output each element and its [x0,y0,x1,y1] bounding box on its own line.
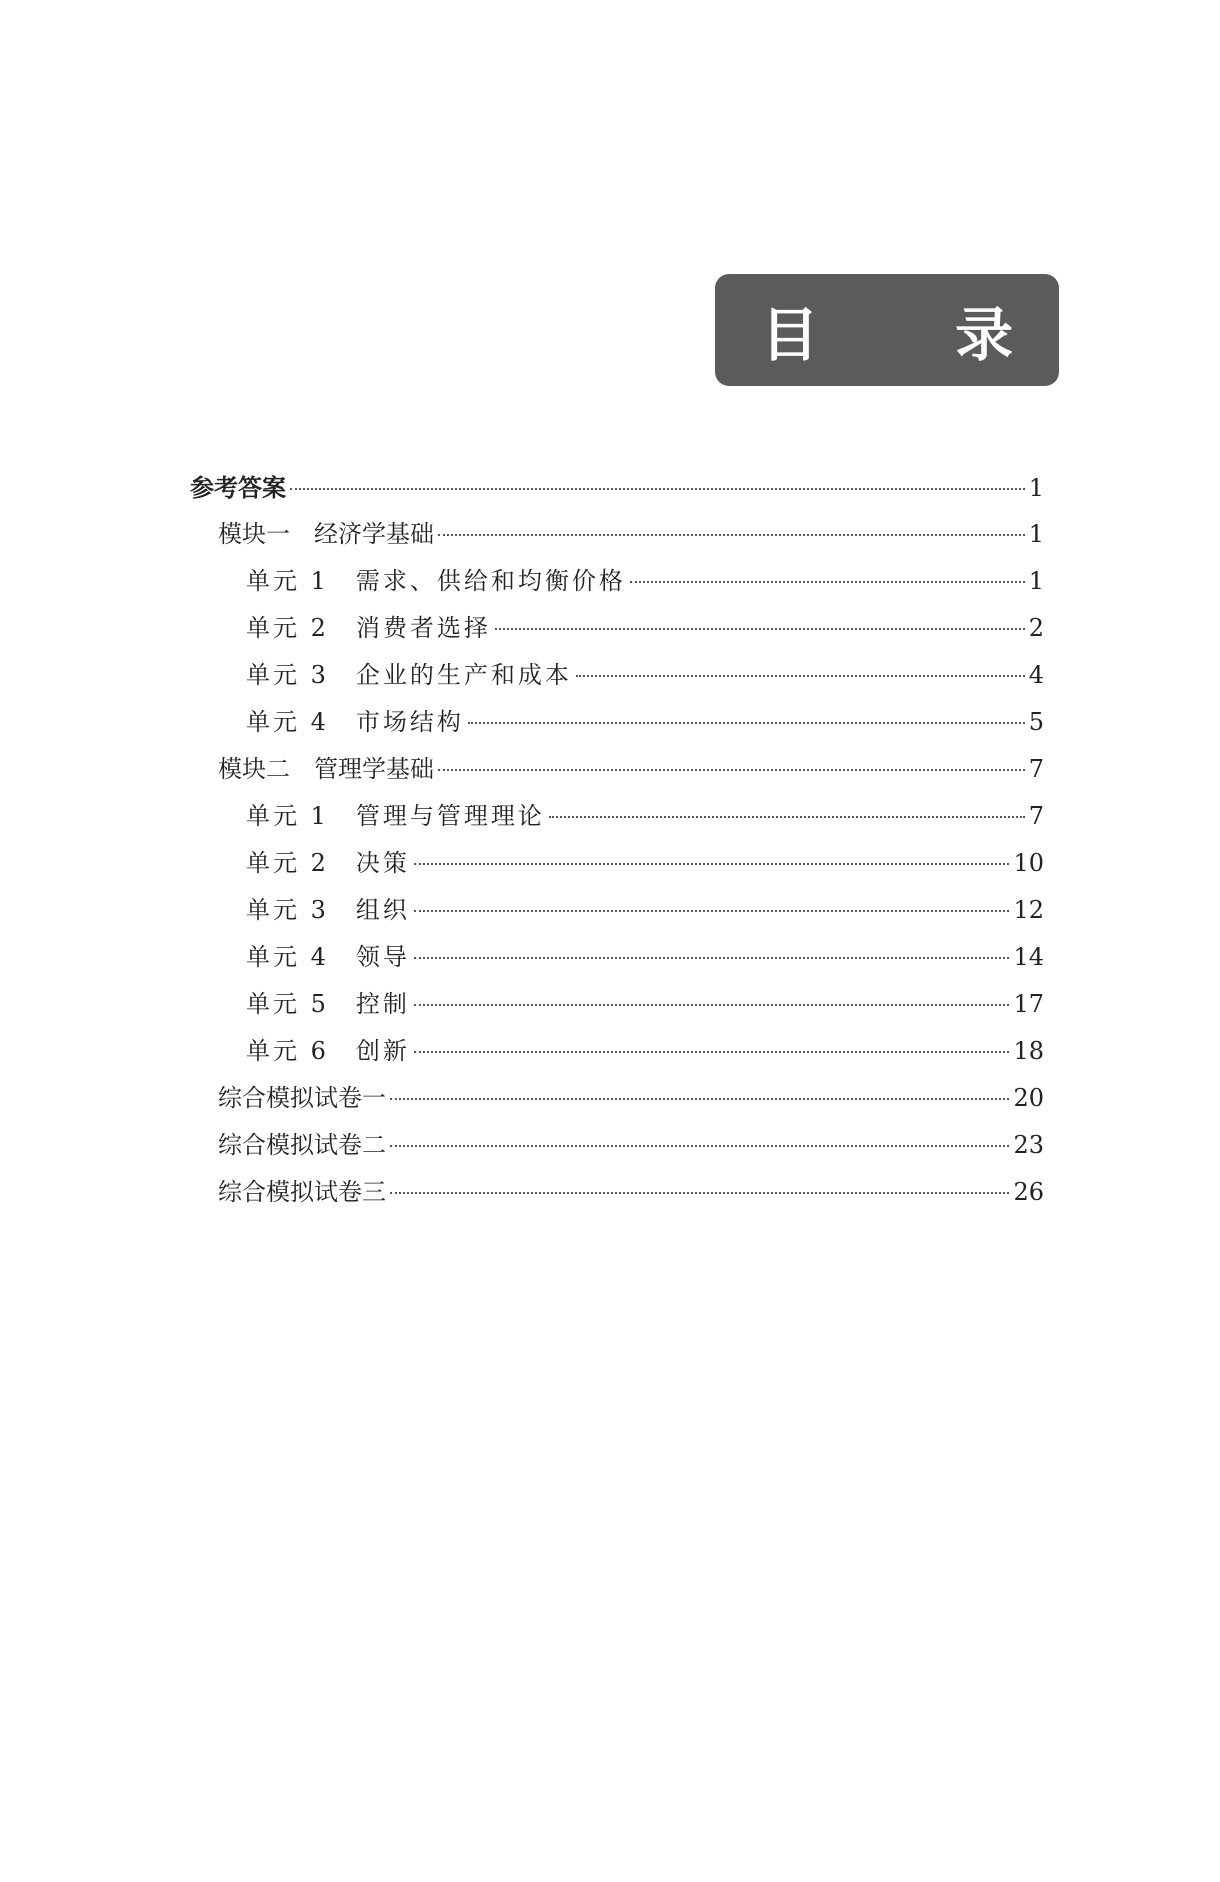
toc-dot-leader [468,722,1025,724]
toc-entry-page-number: 1 [1028,520,1044,548]
toc-entry-label: 单元 4 市场结构 [246,708,464,736]
toc-entry-page-number: 1 [1028,567,1044,595]
toc-entry-label: 参考答案 [190,473,286,502]
toc-dot-leader [414,910,1010,912]
toc-entry-label: 单元 3 企业的生产和成本 [246,661,572,689]
toc-entry-page-number: 1 [1028,474,1044,502]
toc-dot-leader [390,1098,1009,1100]
toc-entry-label: 单元 2 消费者选择 [246,614,491,642]
toc-entry[interactable] [246,558,1044,605]
toc-dot-leader [630,581,1025,583]
toc-entry-label: 模块二 管理学基础 [218,755,434,783]
toc-dot-leader [290,488,1025,490]
page-title: 目 录 [760,301,1072,369]
toc-entry-page-number: 5 [1028,708,1044,736]
toc-entry-label: 单元 3 组织 [246,896,410,924]
toc-entry-page-number: 4 [1028,661,1044,689]
toc-entry-page-number: 12 [1013,896,1044,924]
toc-entry-label: 模块一 经济学基础 [218,520,434,548]
toc-entry-page-number: 26 [1013,1178,1044,1206]
toc-entry-label: 综合模拟试卷三 [218,1178,386,1206]
toc-entry[interactable] [218,746,1044,793]
toc-dot-leader [414,957,1010,959]
toc-entry[interactable] [218,1122,1044,1169]
toc-entry-label: 单元 5 控制 [246,990,410,1018]
toc-entry-page-number: 23 [1013,1131,1044,1159]
toc-entry-label: 综合模拟试卷一 [218,1084,386,1112]
toc-entry-page-number: 7 [1028,755,1044,783]
toc-entry[interactable] [246,934,1044,981]
toc-entry[interactable] [218,511,1044,558]
toc-entry-label: 综合模拟试卷二 [218,1131,386,1159]
toc-entry[interactable] [246,605,1044,652]
toc-entry[interactable] [246,981,1044,1028]
toc-dot-leader [495,628,1025,630]
toc-entry[interactable] [246,840,1044,887]
toc-entry-label: 单元 6 创新 [246,1037,410,1065]
toc-dot-leader [549,816,1025,818]
toc-entry[interactable] [218,1075,1044,1122]
toc-entry[interactable] [246,699,1044,746]
toc-entry[interactable] [246,1028,1044,1075]
toc-dot-leader [438,534,1025,536]
toc-dot-leader [390,1145,1009,1147]
toc-entry[interactable] [218,1169,1044,1216]
toc-entry-page-number: 7 [1028,802,1044,830]
toc-entry-label: 单元 2 决策 [246,849,410,877]
toc-entry[interactable] [246,887,1044,934]
toc-entry-page-number: 18 [1013,1037,1044,1065]
toc-title-box [715,274,1072,386]
toc-dot-leader [414,863,1010,865]
toc-entry-page-number: 14 [1013,943,1044,971]
toc-dot-leader [390,1192,1009,1194]
toc-entry-label: 单元 4 领导 [246,943,410,971]
toc-entry[interactable] [246,652,1044,699]
toc-entry-label: 单元 1 管理与管理理论 [246,802,545,830]
toc-entry-page-number: 17 [1013,990,1044,1018]
toc-dot-leader [414,1051,1010,1053]
toc-entry-page-number: 10 [1013,849,1044,877]
toc-dot-leader [414,1004,1010,1006]
toc-entry-label: 单元 1 需求、供给和均衡价格 [246,567,626,595]
toc-dot-leader [438,769,1025,771]
toc-entry-page-number: 20 [1013,1084,1044,1112]
toc-entry-page-number: 2 [1028,614,1044,642]
toc-entry[interactable] [190,464,1044,511]
toc-entry[interactable] [246,793,1044,840]
toc-dot-leader [576,675,1025,677]
